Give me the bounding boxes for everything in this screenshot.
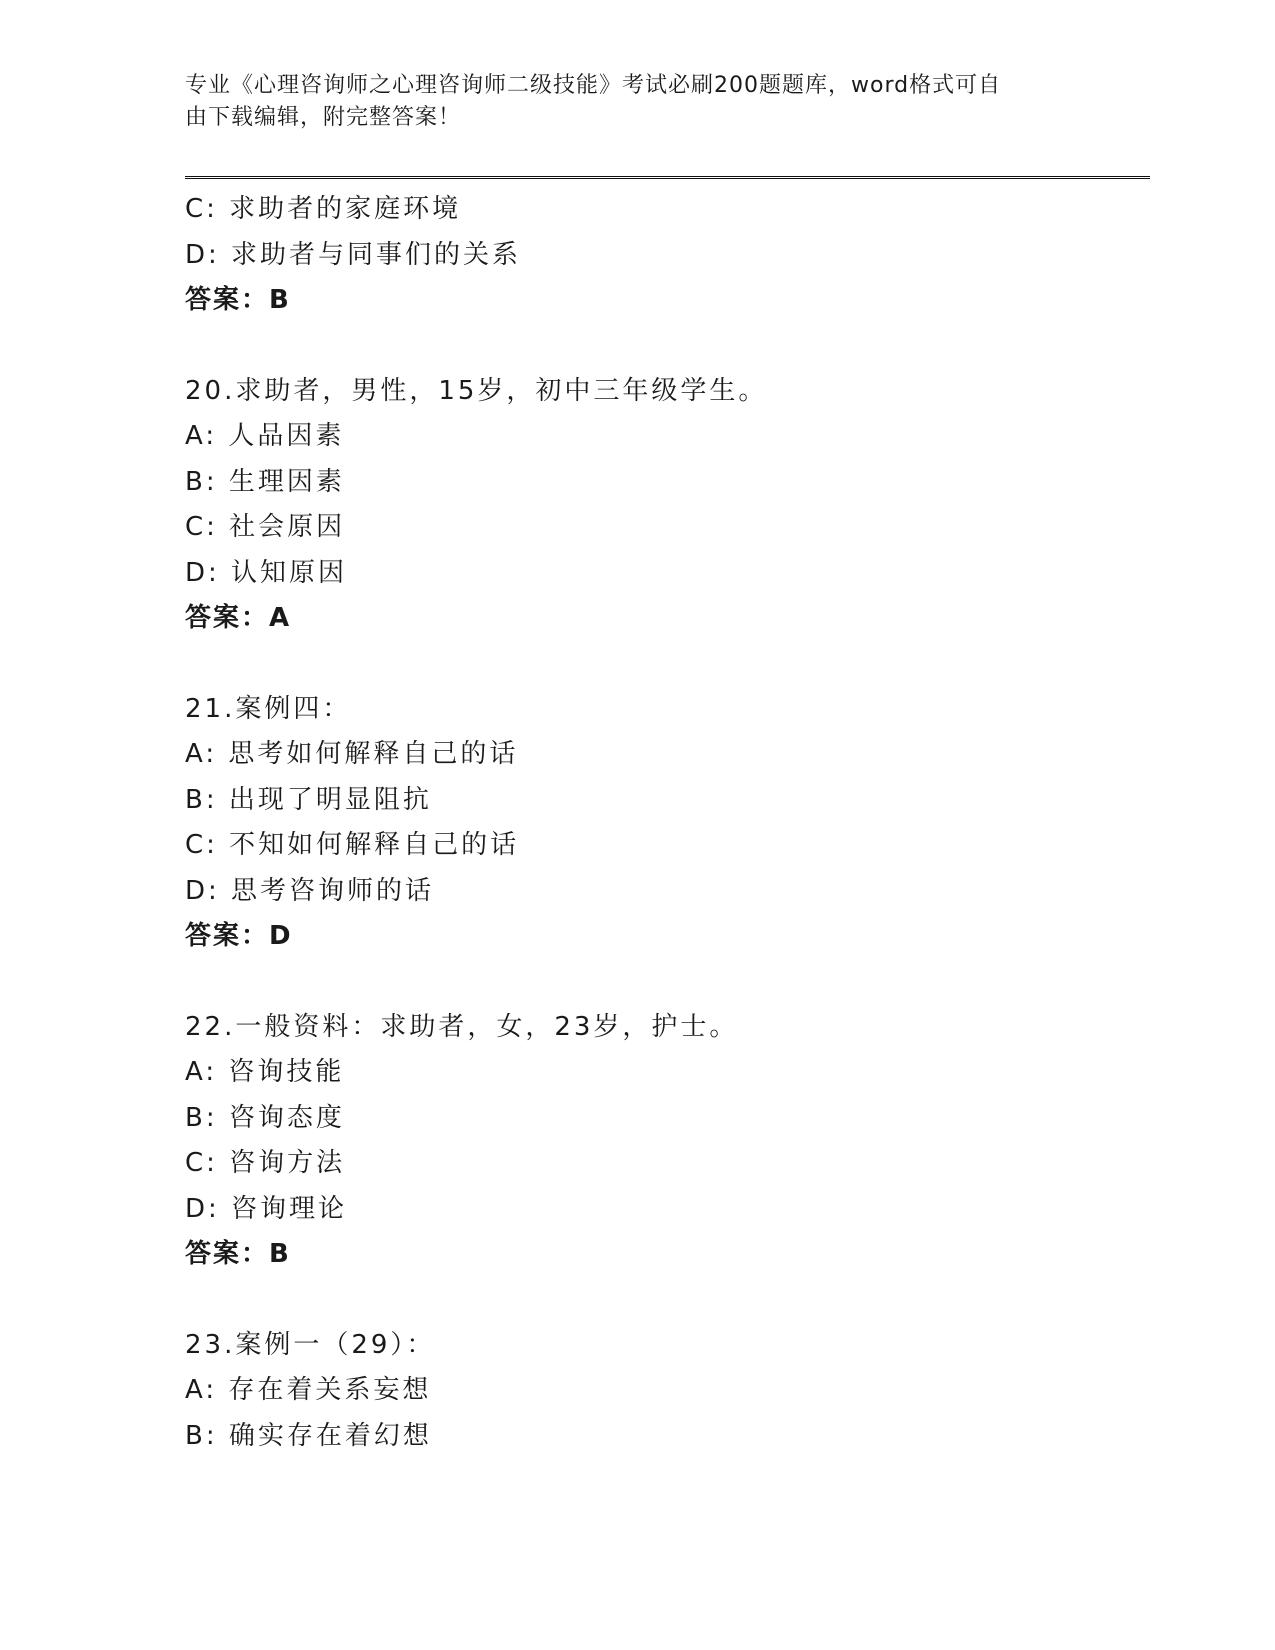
answer: 答案：A	[185, 603, 292, 633]
question-list	[185, 187, 1145, 1459]
option-b: B: 咨询态度	[185, 1102, 345, 1133]
question-22	[185, 1005, 1145, 1278]
option-a: A: 思考如何解释自己的话	[185, 739, 519, 769]
option-c: C: 求助者的家庭环境	[185, 194, 462, 224]
answer: 答案：D	[185, 921, 293, 951]
option-b: B: 确实存在着幻想	[185, 1420, 432, 1451]
option-c: C: 不知如何解释自己的话	[185, 830, 520, 860]
header-line-1: 专业《心理咨询师之心理咨询师二级技能》考试必刷200题题库，word格式可自	[185, 73, 1002, 98]
option-a: A: 咨询技能	[185, 1057, 345, 1087]
question-21	[185, 687, 1145, 960]
question-19-continued	[185, 187, 1145, 324]
option-a: A: 存在着关系妄想	[185, 1375, 432, 1405]
option-d: D: 思考咨询师的话	[185, 875, 435, 906]
option-d: D: 求助者与同事们的关系	[185, 239, 522, 270]
answer: 答案：B	[185, 285, 291, 315]
option-b: B: 生理因素	[185, 466, 345, 497]
answer: 答案：B	[185, 1239, 291, 1269]
question-stem: 23.案例一（29）：	[185, 1329, 436, 1360]
option-d: D: 认知原因	[185, 557, 348, 588]
question-stem: 21.案例四：	[185, 693, 352, 724]
question-stem: 20.求助者，男性，15岁，初中三年级学生。	[185, 375, 768, 406]
option-b: B: 出现了明显阻抗	[185, 784, 432, 815]
header-line-2: 由下载编辑，附完整答案！	[185, 105, 462, 130]
document-header	[185, 70, 1085, 134]
option-c: C: 咨询方法	[185, 1148, 346, 1178]
option-a: A: 人品因素	[185, 421, 345, 451]
option-d: D: 咨询理论	[185, 1193, 348, 1224]
option-c: C: 社会原因	[185, 512, 346, 542]
question-20	[185, 369, 1145, 642]
header-divider	[185, 176, 1150, 179]
question-23	[185, 1323, 1145, 1460]
question-stem: 22.一般资料：求助者，女，23岁，护士。	[185, 1011, 739, 1042]
